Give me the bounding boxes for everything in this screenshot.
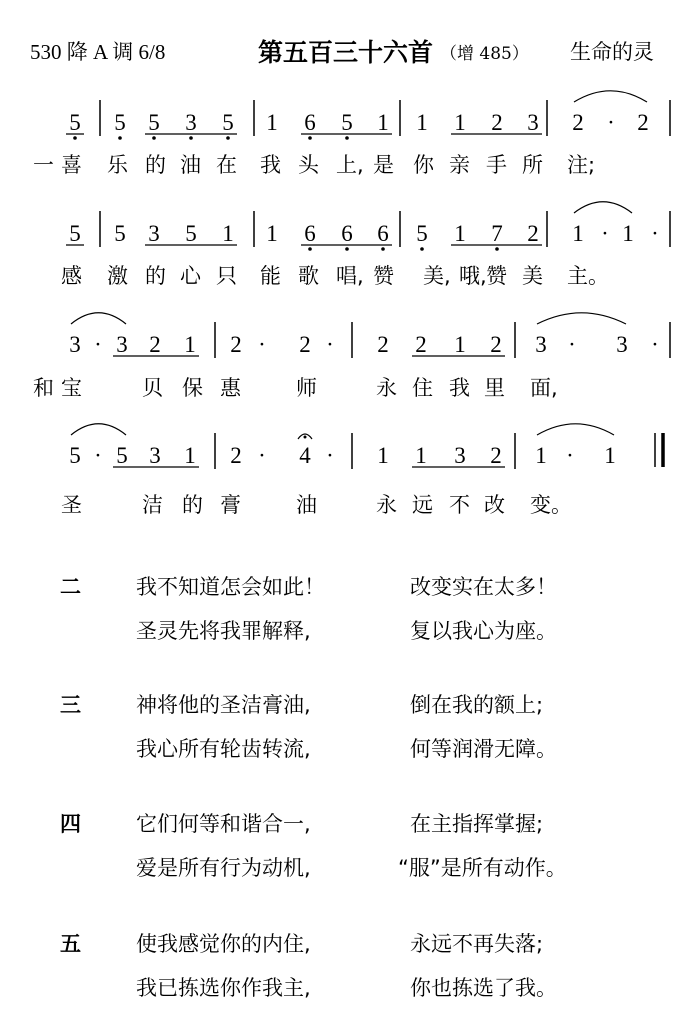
lyric-syllable: 亲 <box>449 153 470 177</box>
duration-dot: · <box>258 332 266 357</box>
lyric-syllable: 的 <box>182 493 203 517</box>
note-digit: 2 <box>491 110 503 135</box>
hymn-section: 生命的灵 <box>570 40 654 64</box>
note-digit: 2 <box>299 332 311 357</box>
note-digit: 1 <box>266 110 278 135</box>
slur <box>537 313 626 324</box>
lyric-syllable: 歌 <box>298 264 319 288</box>
note-digit: 5 <box>114 110 126 135</box>
lyric-syllable: 宝 <box>61 376 82 400</box>
note-digit: 1 <box>454 221 466 246</box>
lyric-syllable: 改 <box>484 493 505 517</box>
verse-line-first-half: 我已拣选你作我主, <box>136 976 311 1000</box>
lyric-syllable: 美, <box>423 264 451 288</box>
lyric-syllable: 头 <box>298 153 319 177</box>
note-digit: 3 <box>616 332 628 357</box>
lyric-syllable: 是 <box>373 153 394 177</box>
note-digit: 2 <box>230 332 242 357</box>
duration-dot: · <box>566 443 574 468</box>
duration-dot: · <box>326 332 334 357</box>
octave-low-dot <box>189 136 193 140</box>
slur <box>574 202 632 213</box>
lyric-syllable: 住 <box>412 376 433 400</box>
lyric-syllable: 心 <box>180 264 201 288</box>
note-digit: 5 <box>222 110 234 135</box>
verse-number: 四 <box>60 812 81 836</box>
lyric-syllable: 主。 <box>567 264 609 288</box>
duration-dot: · <box>94 443 102 468</box>
slur <box>574 91 647 102</box>
verse-line-second-half: 永远不再失落; <box>410 932 544 956</box>
lyric-syllable: 变。 <box>530 493 572 517</box>
lyric-syllable: 远 <box>412 493 433 517</box>
note-digit: 1 <box>184 332 196 357</box>
lyric-syllable: 圣 <box>61 493 82 517</box>
note-digit: 3 <box>454 443 466 468</box>
verse-line-second-half: 在主指挥掌握; <box>410 812 544 836</box>
verse-line-second-half: 倒在我的额上; <box>410 693 544 717</box>
lyric-syllable: 我 <box>449 376 470 400</box>
note-digit: 5 <box>148 110 160 135</box>
octave-low-dot <box>495 247 499 251</box>
note-digit: 2 <box>637 110 649 135</box>
note-digit: 5 <box>341 110 353 135</box>
note-digit: 3 <box>69 332 81 357</box>
lyric-syllable: 激 <box>107 264 128 288</box>
lyric-syllable: 你 <box>413 153 434 177</box>
note-digit: 1 <box>266 221 278 246</box>
slur <box>71 424 126 435</box>
lyric-syllable: 赞 <box>486 264 507 288</box>
note-digit: 1 <box>416 110 428 135</box>
lyric-syllable: 永 <box>376 376 397 400</box>
verse-line-second-half: 复以我心为座。 <box>410 619 557 643</box>
verse-line-first-half: 使我感觉你的内住, <box>136 932 311 956</box>
hymn-supplement-number: （增 485） <box>440 44 529 64</box>
lyric-syllable: 一 <box>33 153 54 177</box>
note-digit: 3 <box>535 332 547 357</box>
lyric-syllable: 永 <box>376 493 397 517</box>
duration-dot: · <box>326 443 334 468</box>
lyric-syllable: 不 <box>449 493 470 517</box>
lyric-syllable: 洁 <box>142 493 163 517</box>
note-digit: 2 <box>490 443 502 468</box>
note-digit: 7 <box>491 221 503 246</box>
note-digit: 1 <box>377 443 389 468</box>
note-digit: 6 <box>304 221 316 246</box>
lyric-syllable: 在 <box>216 153 237 177</box>
verse-number: 二 <box>60 575 81 599</box>
duration-dot: · <box>258 443 266 468</box>
lyric-syllable: 感 <box>61 264 82 288</box>
verse-line-first-half: 圣灵先将我罪解释, <box>136 619 311 643</box>
note-digit: 1 <box>535 443 547 468</box>
lyric-syllable: 贝 <box>142 376 163 400</box>
note-digit: 3 <box>148 221 160 246</box>
lyric-syllable: 师 <box>296 376 317 400</box>
slur <box>537 424 614 435</box>
lyric-syllable: 只 <box>216 264 237 288</box>
note-digit: 1 <box>454 110 466 135</box>
note-digit: 5 <box>116 443 128 468</box>
score-systems <box>33 91 670 517</box>
verse-line-second-half: 何等润滑无障。 <box>410 737 557 761</box>
note-digit: 1 <box>377 110 389 135</box>
note-digit: 5 <box>69 443 81 468</box>
note-digit: 2 <box>490 332 502 357</box>
lyric-syllable: 注; <box>567 153 596 177</box>
verse-number: 五 <box>60 932 81 956</box>
lyric-syllable: 面, <box>530 376 558 400</box>
lyric-syllable: 油 <box>296 493 317 517</box>
lyric-syllable: 手 <box>486 153 507 177</box>
lyric-syllable: 上, <box>336 153 364 177</box>
lyric-syllable: 唱, <box>336 264 364 288</box>
duration-dot: · <box>568 332 576 357</box>
duration-dot: · <box>607 110 615 135</box>
hymn-title: 第五百三十六首 <box>258 38 434 67</box>
note-digit: 3 <box>185 110 197 135</box>
note-digit: 2 <box>377 332 389 357</box>
hymn-number-key-time: 530 降 A 调 6/8 <box>30 40 166 64</box>
lyric-syllable: 我 <box>260 153 281 177</box>
note-digit: 2 <box>415 332 427 357</box>
note-digit: 4 <box>299 443 311 468</box>
verse-line-second-half: 你也拣选了我。 <box>410 976 557 1000</box>
lyric-syllable: 惠 <box>220 376 241 400</box>
verse-line-second-half: 改变实在太多！ <box>410 575 557 599</box>
note-digit: 6 <box>377 221 389 246</box>
duration-dot: · <box>651 221 659 246</box>
note-digit: 5 <box>185 221 197 246</box>
lyric-syllable: 喜 <box>61 153 82 177</box>
lyric-syllable: 赞 <box>373 264 394 288</box>
lyric-syllable: 和 <box>33 376 54 400</box>
lyric-syllable: 保 <box>182 376 203 400</box>
note-digit: 1 <box>454 332 466 357</box>
note-digit: 1 <box>415 443 427 468</box>
note-digit: 5 <box>69 221 81 246</box>
lyric-syllable: 的 <box>145 264 166 288</box>
verse-number: 三 <box>60 693 81 717</box>
verse-line-second-half: “服”是所有动作。 <box>398 856 567 880</box>
note-digit: 1 <box>184 443 196 468</box>
lyric-syllable: 能 <box>260 264 281 288</box>
note-digit: 1 <box>622 221 634 246</box>
octave-low-dot <box>152 136 156 140</box>
note-digit: 3 <box>527 110 539 135</box>
note-digit: 5 <box>416 221 428 246</box>
verse-line-first-half: 它们何等和谐合一, <box>136 812 311 836</box>
lyric-syllable: 的 <box>145 153 166 177</box>
verse-line-first-half: 爱是所有行为动机, <box>136 856 311 880</box>
lyric-syllable: 哦, <box>459 264 487 288</box>
note-digit: 1 <box>604 443 616 468</box>
note-digit: 5 <box>69 110 81 135</box>
slur <box>71 313 126 324</box>
lyric-syllable: 所 <box>522 153 543 177</box>
lyric-syllable: 里 <box>484 376 505 400</box>
octave-low-dot <box>226 136 230 140</box>
lyric-syllable: 美 <box>522 264 543 288</box>
octave-low-dot <box>308 136 312 140</box>
note-digit: 6 <box>341 221 353 246</box>
duration-dot: · <box>651 332 659 357</box>
note-digit: 3 <box>116 332 128 357</box>
octave-low-dot <box>381 247 385 251</box>
note-digit: 2 <box>149 332 161 357</box>
note-digit: 2 <box>527 221 539 246</box>
octave-low-dot <box>308 247 312 251</box>
note-digit: 6 <box>304 110 316 135</box>
octave-low-dot <box>118 136 122 140</box>
note-digit: 2 <box>230 443 242 468</box>
verse-line-first-half: 我心所有轮齿转流, <box>136 737 311 761</box>
verse-line-first-half: 神将他的圣洁膏油, <box>136 693 311 717</box>
note-digit: 2 <box>572 110 584 135</box>
duration-dot: · <box>601 221 609 246</box>
note-digit: 1 <box>572 221 584 246</box>
note-digit: 3 <box>149 443 161 468</box>
lyric-syllable: 乐 <box>107 153 128 177</box>
lyric-syllable: 膏 <box>220 493 241 517</box>
octave-low-dot <box>345 136 349 140</box>
duration-dot: · <box>94 332 102 357</box>
lyric-syllable: 油 <box>180 153 201 177</box>
verse-line-first-half: 我不知道怎会如此！ <box>136 575 325 599</box>
octave-low-dot <box>420 247 424 251</box>
note-digit: 1 <box>222 221 234 246</box>
note-digit: 5 <box>114 221 126 246</box>
octave-low-dot <box>73 136 77 140</box>
fermata-dot <box>304 436 307 439</box>
octave-low-dot <box>345 247 349 251</box>
